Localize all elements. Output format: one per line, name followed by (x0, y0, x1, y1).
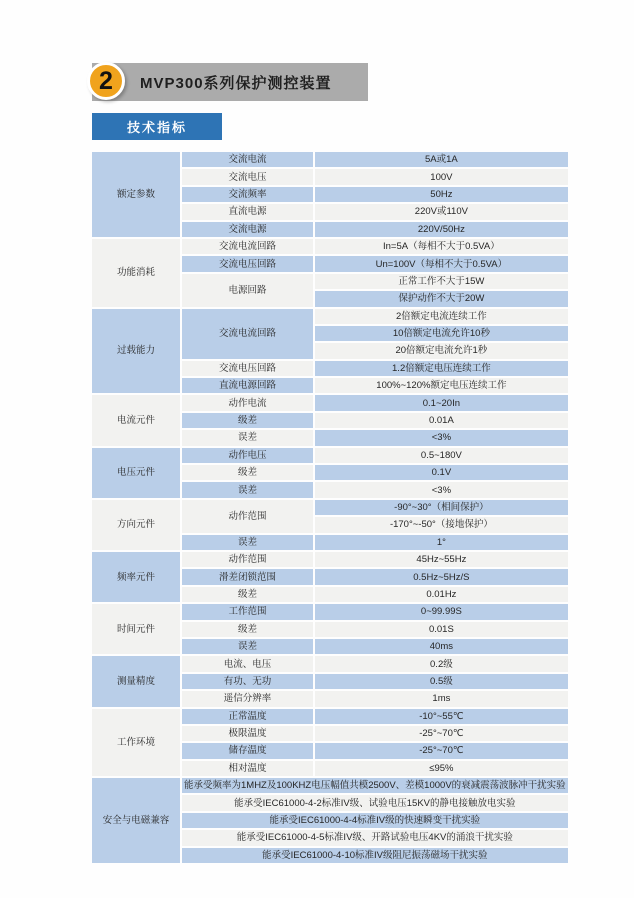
table-row (92, 448, 568, 463)
spec-table (90, 150, 570, 865)
value-cell: 40ms (315, 639, 568, 654)
category-cell: 测量精度 (92, 656, 180, 706)
param-cell: 动作范围 (182, 552, 313, 567)
value-cell: 1° (315, 535, 568, 550)
wide-value-cell: 能承受IEC61000-4-10标准IV级阻尼振荡磁场干扰实验 (182, 848, 568, 863)
param-cell: 有功、无功 (182, 674, 313, 689)
section-number: 2 (99, 66, 113, 95)
table-row (92, 604, 568, 619)
param-cell: 相对温度 (182, 761, 313, 776)
tech-specs-heading (92, 113, 222, 140)
wide-value-cell: 能承受IEC61000-4-4标准IV级的快速瞬变干扰实验 (182, 813, 568, 828)
value-cell: 10倍额定电流允许10秒 (315, 326, 568, 341)
value-cell: 0.5Hz~5Hz/S (315, 569, 568, 584)
value-cell: 0.01Hz (315, 587, 568, 602)
param-cell: 正常温度 (182, 709, 313, 724)
value-cell: 220V/50Hz (315, 222, 568, 237)
table-row (92, 778, 568, 793)
value-cell: 正常工作不大于15W (315, 274, 568, 289)
value-cell: Un=100V（每相不大于0.5VA） (315, 256, 568, 271)
value-cell: 100%~120%额定电压连续工作 (315, 378, 568, 393)
wide-value-cell: 能承受IEC61000-4-2标准IV级、试验电压15KV的静电接触放电实验 (182, 795, 568, 810)
table-row (92, 500, 568, 515)
value-cell: 0.5~180V (315, 448, 568, 463)
value-cell: 220V或110V (315, 204, 568, 219)
value-cell: <3% (315, 482, 568, 497)
param-cell: 交流电流回路 (182, 309, 313, 359)
table-row (92, 239, 568, 254)
param-cell: 极限温度 (182, 726, 313, 741)
param-cell: 级差 (182, 622, 313, 637)
param-cell: 滑差闭锁范围 (182, 569, 313, 584)
value-cell: 5A或1A (315, 152, 568, 167)
param-cell: 交流电压回路 (182, 361, 313, 376)
spec-table-body (92, 152, 568, 863)
category-cell: 方向元件 (92, 500, 180, 550)
param-cell: 交流电流 (182, 152, 313, 167)
table-row (92, 552, 568, 567)
wide-value-cell: 能承受IEC61000-4-5标准IV级、开路试验电压4KV的涌浪干扰实验 (182, 830, 568, 845)
category-cell: 电压元件 (92, 448, 180, 498)
value-cell: 0.1~20In (315, 395, 568, 410)
param-cell: 工作范围 (182, 604, 313, 619)
category-cell: 安全与电磁兼容 (92, 778, 180, 863)
wide-value-cell: 能承受频率为1MHZ及100KHZ电压幅值共模2500V、差模1000V的衰减震荡波脉冲干扰实验 (182, 778, 568, 793)
param-cell: 误差 (182, 430, 313, 445)
param-cell: 误差 (182, 482, 313, 497)
param-cell: 直流电源回路 (182, 378, 313, 393)
param-cell: 动作电压 (182, 448, 313, 463)
param-cell: 交流电流回路 (182, 239, 313, 254)
tech-specs-heading-label: 技术指标 (126, 120, 187, 135)
category-cell: 功能消耗 (92, 239, 180, 307)
param-cell: 储存温度 (182, 743, 313, 758)
param-cell: 动作电流 (182, 395, 313, 410)
value-cell: 0.01A (315, 413, 568, 428)
value-cell: 20倍额定电流允许1秒 (315, 343, 568, 358)
value-cell: 0.1V (315, 465, 568, 480)
param-cell: 交流频率 (182, 187, 313, 202)
value-cell: 0.2级 (315, 656, 568, 671)
param-cell: 级差 (182, 413, 313, 428)
page-title: MVP300系列保护测控装置 (140, 74, 332, 92)
page-title-bar (92, 63, 368, 101)
param-cell: 误差 (182, 535, 313, 550)
value-cell: -90°~30°（相间保护） (315, 500, 568, 515)
table-row (92, 656, 568, 671)
param-cell: 交流电源 (182, 222, 313, 237)
value-cell: 保护动作不大于20W (315, 291, 568, 306)
param-cell: 级差 (182, 587, 313, 602)
param-cell: 电源回路 (182, 274, 313, 307)
category-cell: 电流元件 (92, 395, 180, 445)
value-cell: -170°~-50°（接地保护） (315, 517, 568, 532)
value-cell: In=5A（每相不大于0.5VA） (315, 239, 568, 254)
param-cell: 交流电压回路 (182, 256, 313, 271)
param-cell: 动作范围 (182, 500, 313, 533)
value-cell: 50Hz (315, 187, 568, 202)
value-cell: 100V (315, 169, 568, 184)
param-cell: 误差 (182, 639, 313, 654)
value-cell: 1ms (315, 691, 568, 706)
category-cell: 工作环境 (92, 709, 180, 777)
value-cell: 0.5级 (315, 674, 568, 689)
table-row (92, 309, 568, 324)
table-row (92, 709, 568, 724)
value-cell: 0.01S (315, 622, 568, 637)
table-row (92, 152, 568, 167)
value-cell: ≤95% (315, 761, 568, 776)
value-cell: -25°~70℃ (315, 726, 568, 741)
param-cell: 交流电压 (182, 169, 313, 184)
value-cell: -25°~70℃ (315, 743, 568, 758)
param-cell: 级差 (182, 465, 313, 480)
value-cell: 0~99.99S (315, 604, 568, 619)
category-cell: 过载能力 (92, 309, 180, 394)
value-cell: -10°~55℃ (315, 709, 568, 724)
value-cell: <3% (315, 430, 568, 445)
param-cell: 直流电源 (182, 204, 313, 219)
param-cell: 电流、电压 (182, 656, 313, 671)
table-row (92, 395, 568, 410)
value-cell: 1.2倍额定电压连续工作 (315, 361, 568, 376)
value-cell: 2倍额定电流连续工作 (315, 309, 568, 324)
category-cell: 时间元件 (92, 604, 180, 654)
param-cell: 遥信分辨率 (182, 691, 313, 706)
section-number-badge (87, 62, 125, 100)
value-cell: 45Hz~55Hz (315, 552, 568, 567)
category-cell: 额定参数 (92, 152, 180, 237)
category-cell: 频率元件 (92, 552, 180, 602)
